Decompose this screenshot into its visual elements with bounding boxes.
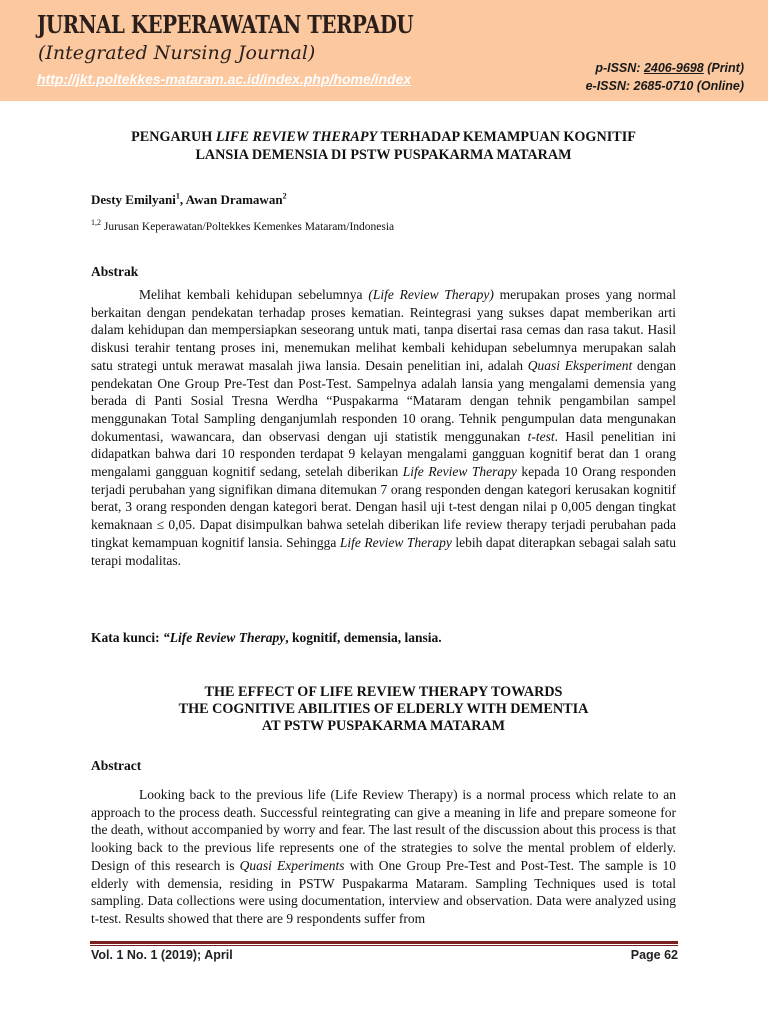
title-id-italic: LIFE REVIEW THERAPY xyxy=(215,129,378,145)
author-1: Desty Emilyani xyxy=(91,192,176,207)
abstrak-s3: dengan pendekatan One Group Pre-Test dan Post-Test. Sampelnya adalah lansia yang mengalami demensia yang berada di Panti Sosial Tresna Werdha “Puspakarma “Mataram dengan tehnik pengambilan sampel menggunakan Total Sampling denganjumlah responden 10 orang. Tehnik pengumpulan data mengunakan dokumentasi, wawancara, dan observasi dengan uji statistik menggunakan xyxy=(91,357,677,444)
abstrak-s5: kepada 10 Orang responden terjadi perubahan yang signifikan dimana ditemukan 7 orang responden dengan kategori kerusakan kognitif berat, 3 orang responden dengan kategori berat. Dengan hasil uji t-test dengan nilai p 0,005 dengan tingkat kemaknaan ≤ 0,05. Dapat disimpulkan bahwa setelah diberikan life review therapy terjadi perubahan pada tingkat kemampuan kognitif lansia. Sehingga xyxy=(91,464,676,550)
title-id-line-1 xyxy=(91,128,676,146)
title-id-pre: PENGARUH xyxy=(131,129,216,145)
title-en-line-2: THE COGNITIVE ABILITIES OF ELDERLY WITH DEMENTIA xyxy=(178,701,589,717)
abstract-heading: Abstract xyxy=(91,758,142,773)
article-title-indonesian xyxy=(91,128,676,164)
footer-rule-thick xyxy=(90,941,678,944)
pissn-number-link[interactable]: 2406-9698 xyxy=(643,61,704,75)
abstrak-s1: Melihat kembali kehidupan sebelumnya xyxy=(139,287,369,302)
keywords-label: Kata kunci: xyxy=(91,630,164,645)
abstrak-s6: lebih dapat diterapkan sebagai salah satu terapi modalitas. xyxy=(91,534,677,568)
abstrak-s5-italic: Life Review Therapy xyxy=(339,534,452,550)
title-id-post: TERHADAP KEMAMPUAN KOGNITIF xyxy=(377,129,636,145)
abstract-body xyxy=(91,786,676,928)
abstrak-s2: merupakan proses yang normal berkaitan dengan pendekatan terhadap proses kematian. Reintegrasi yang sukses dapat memberikan arti dalam kehidupan dan mempersiapkan seseorang untuk mati, tanpa disertai rasa cemas dan rasa takut. Hasil diskusi terahir tentang proses ini, menemukan melihat kembali kehidupan sebelumnya merupakan salah satu strategi untuk merawat masalah jiwa lansia. Desain penelitian ini, adalah xyxy=(91,287,676,373)
abstrak-paragraph xyxy=(91,286,676,569)
article-title-english xyxy=(91,684,676,735)
footer-volume: Vol. 1 No. 1 (2019); April xyxy=(91,948,233,962)
abstrak-s2-italic: Quasi Eksperiment xyxy=(527,357,633,373)
eissn-line: e-ISSN: 2685-0710 (Online) xyxy=(585,79,744,93)
journal-title: JURNAL KEPERAWATAN TERPADU xyxy=(37,10,414,39)
footer-page-number: Page 62 xyxy=(630,948,678,962)
abstrak-s4: . Hasil penelitian ini didapatkan bahwa dari 10 responden terdapat 9 kelayan mengalami gangguan kognitif berat dan 1 orang mengalami gangguan kognitif sedang, setelah diberikan xyxy=(91,428,676,480)
affiliation-sup: 1,2 xyxy=(91,218,101,228)
journal-url-link[interactable]: http://jkt.poltekkes-mataram.ac.id/index.php/home/index xyxy=(37,71,412,87)
footer-rule-thin xyxy=(90,945,678,946)
abstrak-heading: Abstrak xyxy=(91,264,139,279)
abstrak-s3-italic: t-test xyxy=(527,428,555,444)
pissn-suffix: (Print) xyxy=(703,61,744,75)
pissn-label: p-ISSN: xyxy=(595,61,644,75)
title-en-line-1: THE EFFECT OF LIFE REVIEW THERAPY TOWARDS xyxy=(204,684,563,700)
abstract-paragraph xyxy=(91,786,676,928)
abstract-s1-italic: Quasi Experiments xyxy=(239,857,345,873)
abstrak-body xyxy=(91,286,676,569)
author-2-sup: 2 xyxy=(282,191,287,201)
abstract-s2: with One Group Pre-Test and Post-Test. The sample is 10 elderly with demensia, residing in PSTW Puspakarma Mataram. Sampling Techniques used is total sampling. Data collections were using documentation, interview and observation. Data were analyzed using t-test. Results showed that there are 9 respondents suffer from xyxy=(91,857,676,926)
title-en-line-3: AT PSTW PUSPAKARMA MATARAM xyxy=(261,718,506,734)
affiliation xyxy=(91,218,676,233)
issn-block xyxy=(586,59,744,95)
pissn-line xyxy=(586,59,744,77)
keywords-italic: “Life Review Therapy xyxy=(163,630,286,645)
abstrak-s4-italic: Life Review Therapy xyxy=(402,464,517,480)
affiliation-text: Jurusan Keperawatan/Poltekkes Kemenkes Mataram/Indonesia xyxy=(101,221,395,233)
author-1-sup: 1 xyxy=(175,191,180,201)
authors xyxy=(91,192,676,208)
author-2: , Awan Dramawan xyxy=(179,192,283,207)
keywords xyxy=(91,630,676,646)
journal-header xyxy=(0,0,768,101)
title-id-line-2: LANSIA DEMENSIA DI PSTW PUSPAKARMA MATARAM xyxy=(195,147,572,163)
abstract-s1: Looking back to the previous life (Life Review Therapy) is a normal process which relate to an approach to the process death. Successful reintegrating can give a meaning in life and prepare someone for the death, without accompanied by worry and fear. The last result of the discussion about this process is that looking back to the previous life represents one of the strategies to solve the mental problem of elderly. Design of this research is xyxy=(91,787,676,873)
abstrak-s1-italic: (Life Review Therapy) xyxy=(368,287,494,302)
journal-subtitle: (Integrated Nursing Journal) xyxy=(38,42,316,64)
keywords-rest: , kognitif, demensia, lansia. xyxy=(285,630,442,645)
